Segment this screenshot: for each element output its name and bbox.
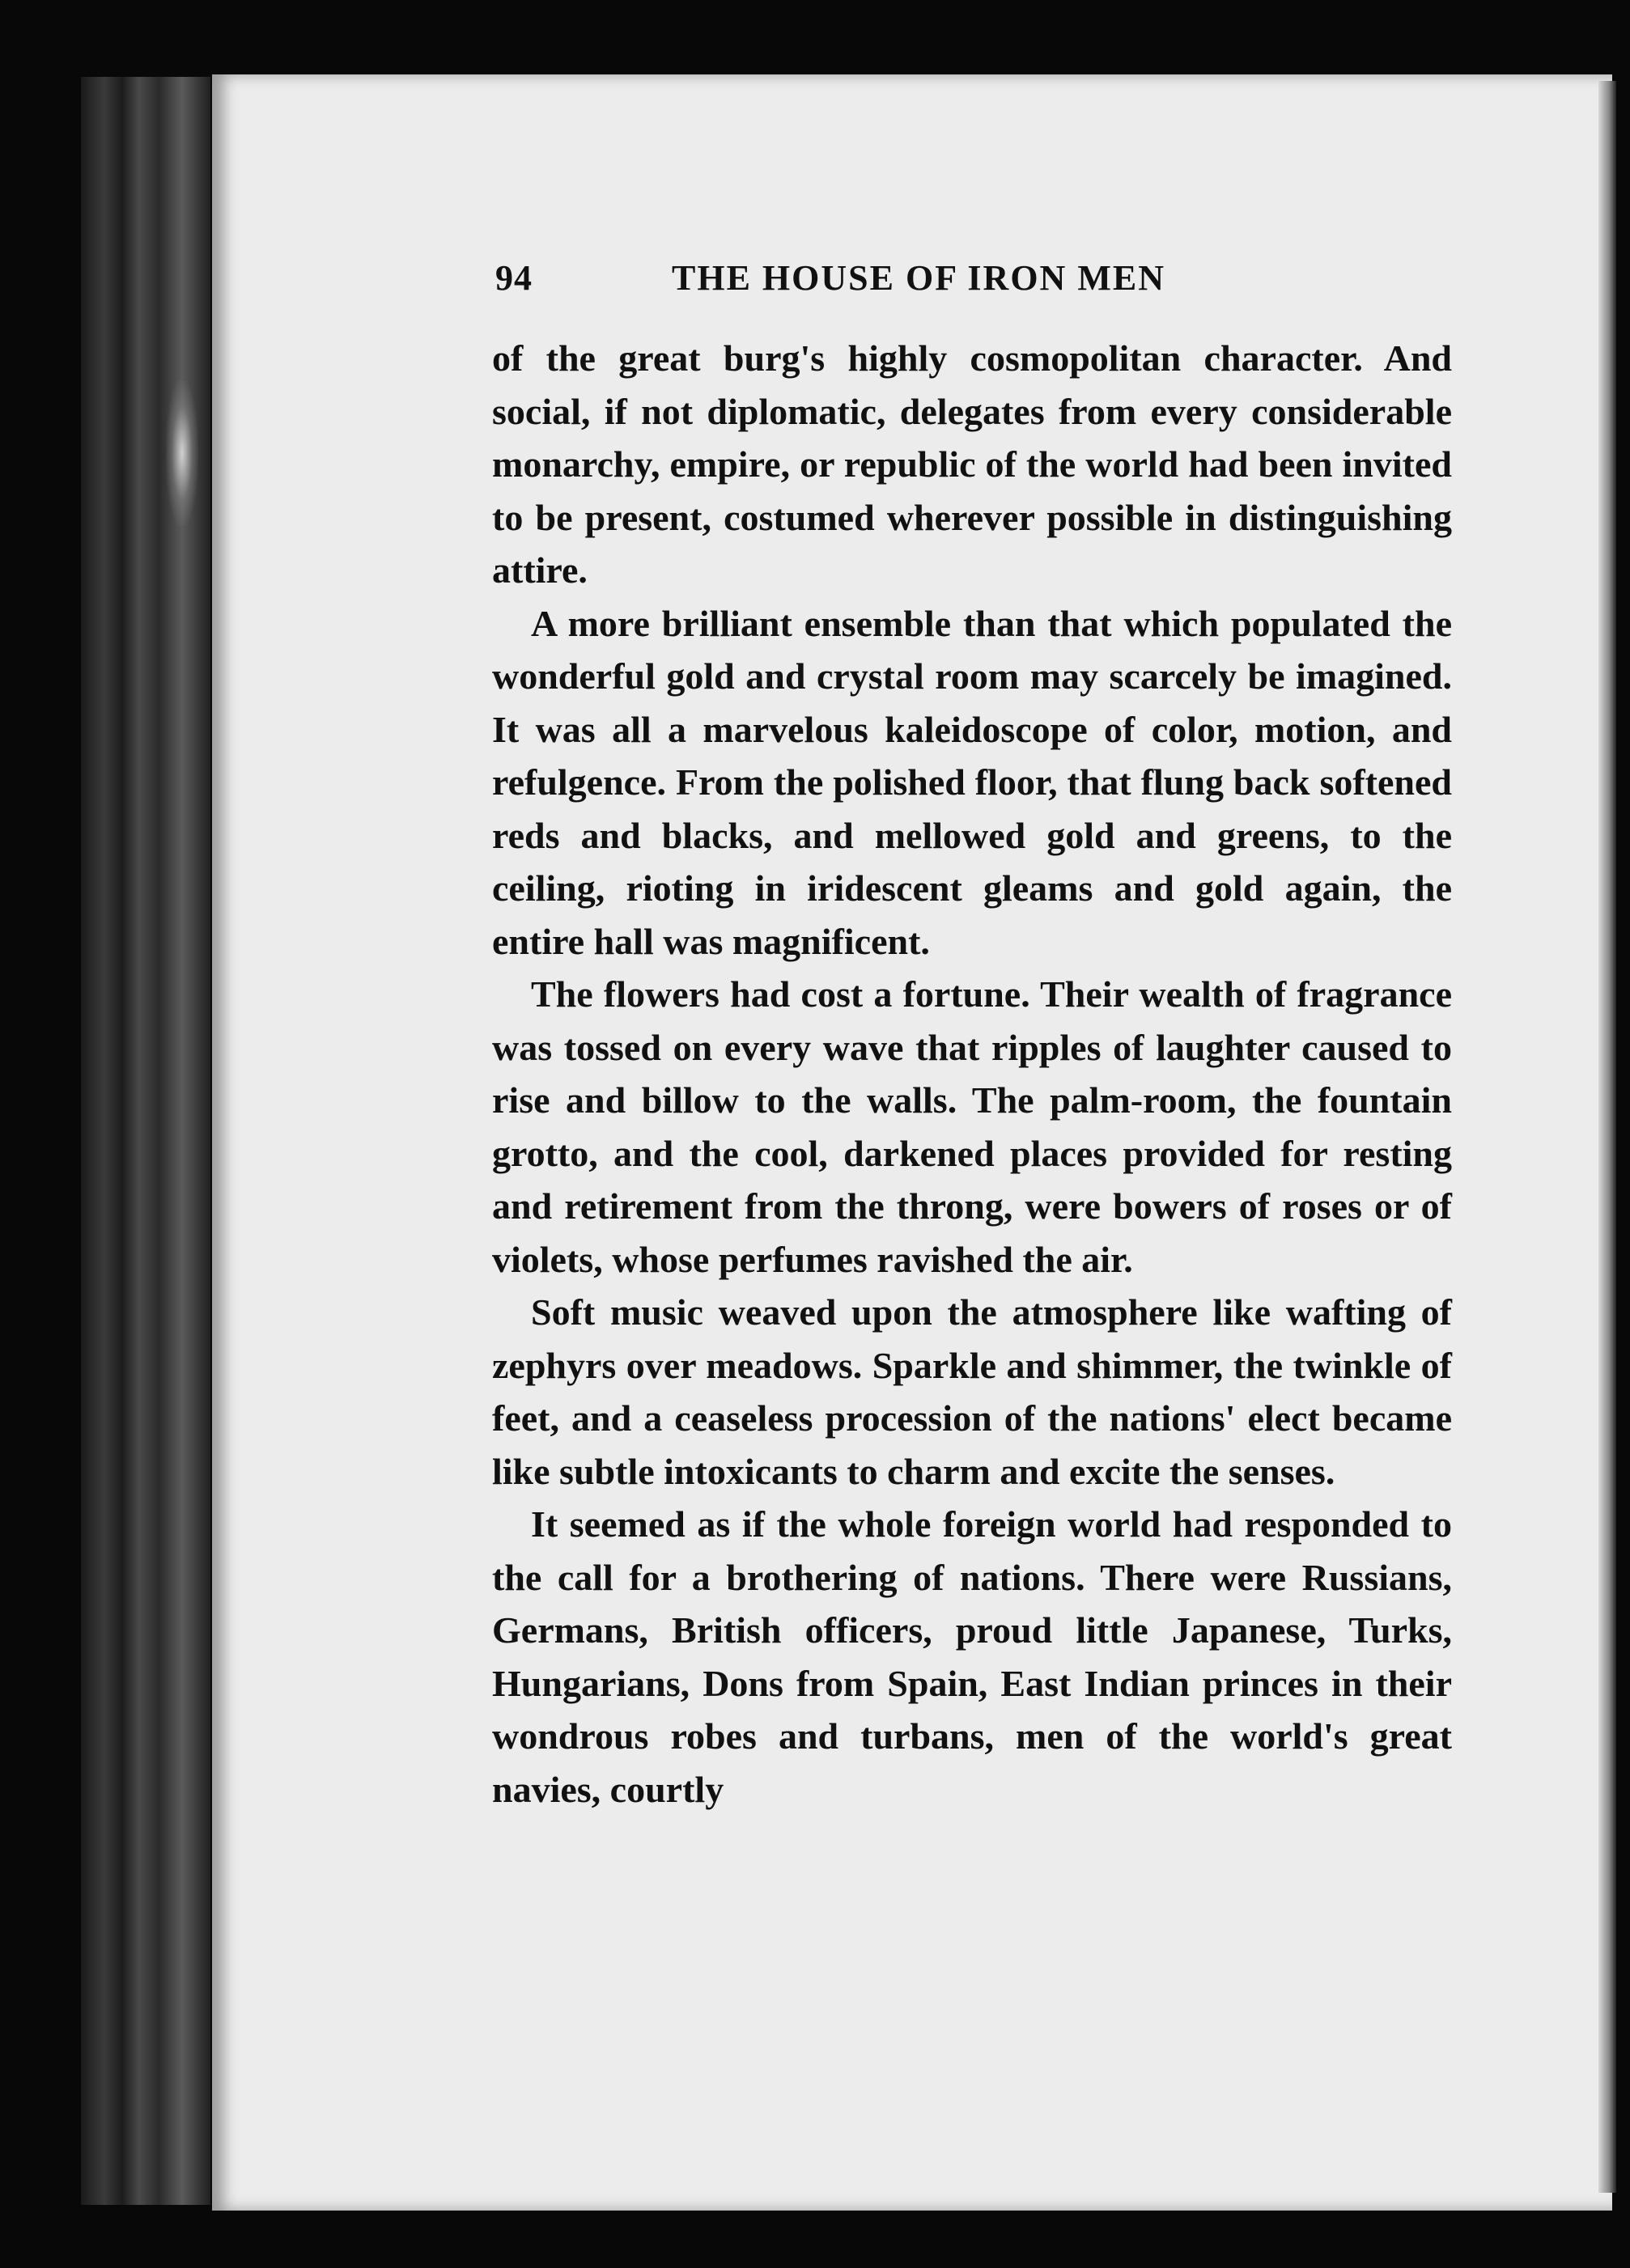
body-text: [492, 332, 1452, 1816]
running-head: [495, 257, 1547, 314]
page-edge: [1598, 81, 1616, 2193]
page-number: 94: [495, 258, 533, 298]
paragraph: A more brilliant ensemble than that which populated the wonderful gold and crystal room may scarcely be imagined. It was all a marvelous kaleidoscope of color, motion, and refulgence. From the polished floor, that flung back softened reds and blacks, and mellowed gold and greens, to the ceiling, rioting in iridescent gleams and gold again, the entire hall was magnificent.: [492, 602, 1452, 962]
spine-highlight: [166, 380, 198, 526]
paragraph: Soft music weaved upon the atmosphere like wafting of zephyrs over meadows. Sparkle and shimmer, the twinkle of feet, and a ceaseless procession of the nations' elect became like subtle intoxicants to charm and excite the senses.: [492, 1291, 1452, 1492]
running-title: THE HOUSE OF IRON MEN: [672, 258, 1165, 298]
paragraph: It seemed as if the whole foreign world had responded to the call for a brothering of nations. There were Russians, Germans, British officers, proud little Japanese, Turks, Hungarians, Dons from Spain, East Indian princes in their wondrous robes and turbans, men of the world's great navies, courtly: [492, 1503, 1452, 1810]
paragraph: of the great burg's highly cosmopolitan character. And social, if not diplomatic, delegates from every considerable monarchy, empire, or republic of the world had been invited to be present, costumed wherever possible in distinguishing attire.: [492, 337, 1452, 591]
paragraph: The flowers had cost a fortune. Their wealth of fragrance was tossed on every wave that ripples of laughter caused to rise and billow to the walls. The palm-room, the fountain grotto, and the cool, darkened places provided for resting and retirement from the throng, were bowers of roses or of violets, whose perfumes ravished the air.: [492, 973, 1452, 1280]
